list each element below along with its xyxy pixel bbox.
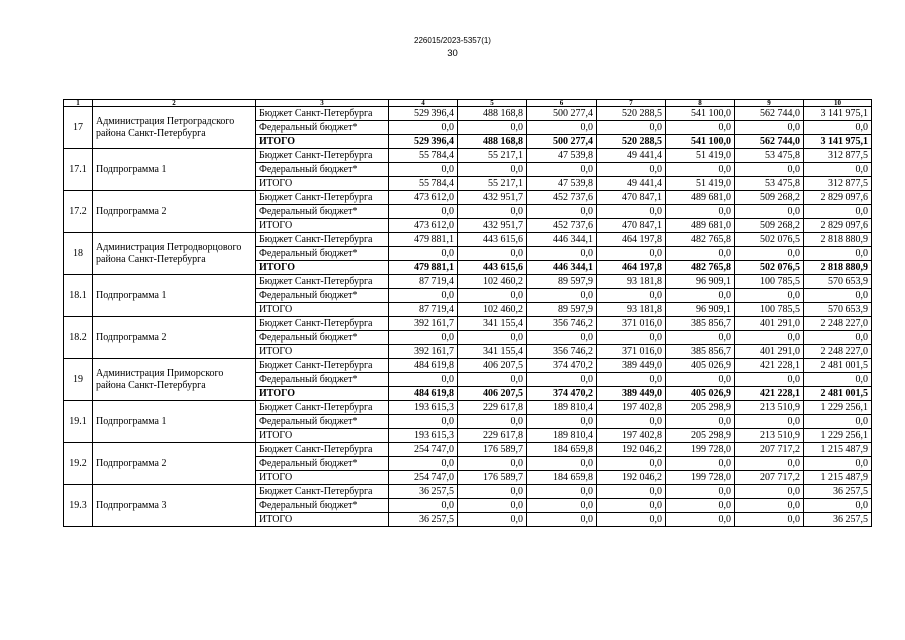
value-cell: 570 653,9 xyxy=(804,275,872,289)
value-cell: 93 181,8 xyxy=(597,303,666,317)
value-cell: 184 659,8 xyxy=(527,443,597,457)
value-cell: 0,0 xyxy=(597,121,666,135)
value-cell: 254 747,0 xyxy=(389,443,458,457)
value-cell: 0,0 xyxy=(666,415,735,429)
row-index: 18.1 xyxy=(64,275,93,317)
column-number: 3 xyxy=(256,100,389,107)
value-cell: 432 951,7 xyxy=(458,191,527,205)
value-cell: 51 419,0 xyxy=(666,149,735,163)
value-cell: 197 402,8 xyxy=(597,429,666,443)
page-number: 30 xyxy=(447,48,458,59)
funding-source: Бюджет Санкт-Петербурга xyxy=(256,485,389,499)
value-cell: 2 248 227,0 xyxy=(804,345,872,359)
value-cell: 0,0 xyxy=(804,205,872,219)
value-cell: 541 100,0 xyxy=(666,135,735,149)
value-cell: 96 909,1 xyxy=(666,275,735,289)
table-row xyxy=(64,401,872,415)
funding-source: ИТОГО xyxy=(256,513,389,527)
row-index: 19.3 xyxy=(64,485,93,527)
value-cell: 0,0 xyxy=(597,205,666,219)
value-cell: 213 510,9 xyxy=(735,429,804,443)
row-index: 19 xyxy=(64,359,93,401)
value-cell: 36 257,5 xyxy=(804,513,872,527)
funding-source: Федеральный бюджет* xyxy=(256,205,389,219)
value-cell: 406 207,5 xyxy=(458,359,527,373)
value-cell: 405 026,9 xyxy=(666,359,735,373)
table-row xyxy=(64,359,872,373)
funding-source: Федеральный бюджет* xyxy=(256,415,389,429)
value-cell: 0,0 xyxy=(458,247,527,261)
value-cell: 0,0 xyxy=(527,163,597,177)
value-cell: 49 441,4 xyxy=(597,149,666,163)
value-cell: 207 717,2 xyxy=(735,443,804,457)
value-cell: 0,0 xyxy=(735,289,804,303)
value-cell: 0,0 xyxy=(527,247,597,261)
funding-source: Федеральный бюджет* xyxy=(256,163,389,177)
value-cell: 479 881,1 xyxy=(389,261,458,275)
row-index: 17.2 xyxy=(64,191,93,233)
value-cell: 0,0 xyxy=(666,247,735,261)
value-cell: 0,0 xyxy=(458,513,527,527)
value-cell: 0,0 xyxy=(527,499,597,513)
funding-source: Федеральный бюджет* xyxy=(256,247,389,261)
column-number: 1 xyxy=(64,100,93,107)
value-cell: 0,0 xyxy=(458,415,527,429)
value-cell: 541 100,0 xyxy=(666,107,735,121)
value-cell: 489 681,0 xyxy=(666,191,735,205)
value-cell: 36 257,5 xyxy=(804,485,872,499)
row-index: 19.2 xyxy=(64,443,93,485)
value-cell: 0,0 xyxy=(735,415,804,429)
value-cell: 89 597,9 xyxy=(527,275,597,289)
table-row xyxy=(64,275,872,289)
value-cell: 0,0 xyxy=(527,415,597,429)
value-cell: 0,0 xyxy=(735,121,804,135)
funding-source: Бюджет Санкт-Петербурга xyxy=(256,191,389,205)
value-cell: 55 217,1 xyxy=(458,149,527,163)
value-cell: 502 076,5 xyxy=(735,233,804,247)
value-cell: 0,0 xyxy=(666,163,735,177)
funding-source: ИТОГО xyxy=(256,219,389,233)
funding-source: ИТОГО xyxy=(256,177,389,191)
value-cell: 0,0 xyxy=(666,457,735,471)
value-cell: 0,0 xyxy=(389,499,458,513)
value-cell: 473 612,0 xyxy=(389,191,458,205)
value-cell: 401 291,0 xyxy=(735,317,804,331)
entity-name: Подпрограмма 1 xyxy=(93,401,256,443)
value-cell: 341 155,4 xyxy=(458,345,527,359)
value-cell: 0,0 xyxy=(458,499,527,513)
value-cell: 479 881,1 xyxy=(389,233,458,247)
value-cell: 0,0 xyxy=(735,485,804,499)
value-cell: 562 744,0 xyxy=(735,107,804,121)
value-cell: 254 747,0 xyxy=(389,471,458,485)
value-cell: 421 228,1 xyxy=(735,387,804,401)
document-id: 226015/2023-5357(1) xyxy=(414,36,491,45)
entity-name: Подпрограмма 2 xyxy=(93,317,256,359)
value-cell: 0,0 xyxy=(735,373,804,387)
column-number-row xyxy=(64,100,872,107)
value-cell: 93 181,8 xyxy=(597,275,666,289)
value-cell: 0,0 xyxy=(804,163,872,177)
row-index: 17 xyxy=(64,107,93,149)
value-cell: 205 298,9 xyxy=(666,429,735,443)
value-cell: 482 765,8 xyxy=(666,233,735,247)
value-cell: 509 268,2 xyxy=(735,191,804,205)
value-cell: 87 719,4 xyxy=(389,303,458,317)
value-cell: 446 344,1 xyxy=(527,261,597,275)
value-cell: 489 681,0 xyxy=(666,219,735,233)
value-cell: 192 046,2 xyxy=(597,443,666,457)
funding-source: ИТОГО xyxy=(256,345,389,359)
value-cell: 36 257,5 xyxy=(389,485,458,499)
value-cell: 385 856,7 xyxy=(666,345,735,359)
value-cell: 205 298,9 xyxy=(666,401,735,415)
funding-source: Бюджет Санкт-Петербурга xyxy=(256,149,389,163)
value-cell: 0,0 xyxy=(804,121,872,135)
entity-name: Подпрограмма 3 xyxy=(93,485,256,527)
value-cell: 529 396,4 xyxy=(389,107,458,121)
value-cell: 0,0 xyxy=(527,205,597,219)
value-cell: 0,0 xyxy=(458,289,527,303)
value-cell: 0,0 xyxy=(389,205,458,219)
value-cell: 197 402,8 xyxy=(597,401,666,415)
value-cell: 3 141 975,1 xyxy=(804,107,872,121)
entity-name: Администрация Петроградского района Санкт-Петербурга xyxy=(93,107,256,149)
value-cell: 374 470,2 xyxy=(527,359,597,373)
value-cell: 0,0 xyxy=(458,205,527,219)
value-cell: 371 016,0 xyxy=(597,345,666,359)
value-cell: 0,0 xyxy=(597,247,666,261)
value-cell: 0,0 xyxy=(666,205,735,219)
value-cell: 2 818 880,9 xyxy=(804,261,872,275)
value-cell: 96 909,1 xyxy=(666,303,735,317)
funding-source: Бюджет Санкт-Петербурга xyxy=(256,443,389,457)
funding-source: Федеральный бюджет* xyxy=(256,373,389,387)
value-cell: 207 717,2 xyxy=(735,471,804,485)
value-cell: 0,0 xyxy=(527,457,597,471)
value-cell: 406 207,5 xyxy=(458,387,527,401)
funding-source: ИТОГО xyxy=(256,261,389,275)
value-cell: 520 288,5 xyxy=(597,107,666,121)
table-row xyxy=(64,149,872,163)
value-cell: 229 617,8 xyxy=(458,429,527,443)
value-cell: 0,0 xyxy=(735,163,804,177)
funding-source: ИТОГО xyxy=(256,471,389,485)
value-cell: 0,0 xyxy=(666,513,735,527)
value-cell: 570 653,9 xyxy=(804,303,872,317)
value-cell: 405 026,9 xyxy=(666,387,735,401)
value-cell: 0,0 xyxy=(389,331,458,345)
value-cell: 0,0 xyxy=(597,513,666,527)
value-cell: 0,0 xyxy=(804,289,872,303)
column-number: 8 xyxy=(666,100,735,107)
value-cell: 1 215 487,9 xyxy=(804,443,872,457)
funding-source: ИТОГО xyxy=(256,429,389,443)
value-cell: 0,0 xyxy=(735,499,804,513)
value-cell: 51 419,0 xyxy=(666,177,735,191)
value-cell: 0,0 xyxy=(804,499,872,513)
value-cell: 356 746,2 xyxy=(527,317,597,331)
funding-source: Бюджет Санкт-Петербурга xyxy=(256,275,389,289)
table-row xyxy=(64,317,872,331)
value-cell: 0,0 xyxy=(735,247,804,261)
value-cell: 36 257,5 xyxy=(389,513,458,527)
value-cell: 0,0 xyxy=(666,121,735,135)
funding-source: Федеральный бюджет* xyxy=(256,331,389,345)
value-cell: 356 746,2 xyxy=(527,345,597,359)
value-cell: 385 856,7 xyxy=(666,317,735,331)
value-cell: 562 744,0 xyxy=(735,135,804,149)
value-cell: 0,0 xyxy=(527,373,597,387)
value-cell: 488 168,8 xyxy=(458,107,527,121)
value-cell: 2 481 001,5 xyxy=(804,387,872,401)
value-cell: 0,0 xyxy=(666,499,735,513)
funding-source: Федеральный бюджет* xyxy=(256,121,389,135)
column-number: 5 xyxy=(458,100,527,107)
value-cell: 0,0 xyxy=(735,331,804,345)
funding-source: Федеральный бюджет* xyxy=(256,499,389,513)
funding-source: Бюджет Санкт-Петербурга xyxy=(256,317,389,331)
funding-source: Федеральный бюджет* xyxy=(256,457,389,471)
value-cell: 0,0 xyxy=(735,205,804,219)
value-cell: 0,0 xyxy=(735,513,804,527)
value-cell: 0,0 xyxy=(804,247,872,261)
value-cell: 1 215 487,9 xyxy=(804,471,872,485)
value-cell: 0,0 xyxy=(527,485,597,499)
value-cell: 0,0 xyxy=(389,289,458,303)
funding-source: Бюджет Санкт-Петербурга xyxy=(256,359,389,373)
value-cell: 0,0 xyxy=(735,457,804,471)
value-cell: 484 619,8 xyxy=(389,387,458,401)
value-cell: 0,0 xyxy=(597,457,666,471)
row-index: 17.1 xyxy=(64,149,93,191)
value-cell: 0,0 xyxy=(527,289,597,303)
budget-table xyxy=(63,99,872,527)
value-cell: 484 619,8 xyxy=(389,359,458,373)
value-cell: 0,0 xyxy=(597,485,666,499)
funding-source: ИТОГО xyxy=(256,135,389,149)
value-cell: 520 288,5 xyxy=(597,135,666,149)
value-cell: 470 847,1 xyxy=(597,191,666,205)
entity-name: Подпрограмма 1 xyxy=(93,275,256,317)
funding-source: ИТОГО xyxy=(256,387,389,401)
column-number: 10 xyxy=(804,100,872,107)
value-cell: 55 217,1 xyxy=(458,177,527,191)
value-cell: 184 659,8 xyxy=(527,471,597,485)
table-row xyxy=(64,485,872,499)
value-cell: 0,0 xyxy=(666,289,735,303)
value-cell: 55 784,4 xyxy=(389,177,458,191)
value-cell: 389 449,0 xyxy=(597,387,666,401)
value-cell: 502 076,5 xyxy=(735,261,804,275)
column-number: 4 xyxy=(389,100,458,107)
value-cell: 446 344,1 xyxy=(527,233,597,247)
value-cell: 89 597,9 xyxy=(527,303,597,317)
value-cell: 0,0 xyxy=(389,373,458,387)
value-cell: 464 197,8 xyxy=(597,233,666,247)
value-cell: 2 248 227,0 xyxy=(804,317,872,331)
value-cell: 0,0 xyxy=(389,247,458,261)
funding-source: Федеральный бюджет* xyxy=(256,289,389,303)
value-cell: 0,0 xyxy=(597,499,666,513)
value-cell: 0,0 xyxy=(804,457,872,471)
value-cell: 443 615,6 xyxy=(458,233,527,247)
value-cell: 341 155,4 xyxy=(458,317,527,331)
table-row xyxy=(64,191,872,205)
value-cell: 102 460,2 xyxy=(458,275,527,289)
value-cell: 229 617,8 xyxy=(458,401,527,415)
value-cell: 401 291,0 xyxy=(735,345,804,359)
value-cell: 53 475,8 xyxy=(735,177,804,191)
value-cell: 2 829 097,6 xyxy=(804,191,872,205)
funding-source: ИТОГО xyxy=(256,303,389,317)
column-number: 6 xyxy=(527,100,597,107)
value-cell: 421 228,1 xyxy=(735,359,804,373)
value-cell: 87 719,4 xyxy=(389,275,458,289)
entity-name: Администрация Петродворцового района Санкт-Петербурга xyxy=(93,233,256,275)
value-cell: 529 396,4 xyxy=(389,135,458,149)
value-cell: 55 784,4 xyxy=(389,149,458,163)
value-cell: 500 277,4 xyxy=(527,135,597,149)
value-cell: 488 168,8 xyxy=(458,135,527,149)
value-cell: 0,0 xyxy=(389,457,458,471)
value-cell: 0,0 xyxy=(458,373,527,387)
value-cell: 0,0 xyxy=(458,121,527,135)
value-cell: 473 612,0 xyxy=(389,219,458,233)
value-cell: 102 460,2 xyxy=(458,303,527,317)
value-cell: 176 589,7 xyxy=(458,443,527,457)
value-cell: 312 877,5 xyxy=(804,177,872,191)
entity-name: Подпрограмма 2 xyxy=(93,191,256,233)
value-cell: 2 481 001,5 xyxy=(804,359,872,373)
value-cell: 0,0 xyxy=(597,289,666,303)
value-cell: 392 161,7 xyxy=(389,345,458,359)
value-cell: 0,0 xyxy=(666,331,735,345)
entity-name: Администрация Приморского района Санкт-Петербурга xyxy=(93,359,256,401)
table-row xyxy=(64,107,872,121)
value-cell: 47 539,8 xyxy=(527,177,597,191)
value-cell: 47 539,8 xyxy=(527,149,597,163)
value-cell: 0,0 xyxy=(804,415,872,429)
value-cell: 189 810,4 xyxy=(527,401,597,415)
value-cell: 100 785,5 xyxy=(735,275,804,289)
value-cell: 0,0 xyxy=(389,163,458,177)
value-cell: 189 810,4 xyxy=(527,429,597,443)
value-cell: 482 765,8 xyxy=(666,261,735,275)
value-cell: 452 737,6 xyxy=(527,191,597,205)
funding-source: Бюджет Санкт-Петербурга xyxy=(256,401,389,415)
value-cell: 0,0 xyxy=(804,373,872,387)
value-cell: 0,0 xyxy=(458,457,527,471)
value-cell: 500 277,4 xyxy=(527,107,597,121)
row-index: 18.2 xyxy=(64,317,93,359)
value-cell: 0,0 xyxy=(458,485,527,499)
value-cell: 193 615,3 xyxy=(389,401,458,415)
value-cell: 0,0 xyxy=(389,121,458,135)
row-index: 19.1 xyxy=(64,401,93,443)
value-cell: 0,0 xyxy=(597,163,666,177)
value-cell: 192 046,2 xyxy=(597,471,666,485)
value-cell: 432 951,7 xyxy=(458,219,527,233)
value-cell: 374 470,2 xyxy=(527,387,597,401)
funding-source: Бюджет Санкт-Петербурга xyxy=(256,107,389,121)
value-cell: 464 197,8 xyxy=(597,261,666,275)
value-cell: 0,0 xyxy=(804,331,872,345)
value-cell: 0,0 xyxy=(666,485,735,499)
value-cell: 2 818 880,9 xyxy=(804,233,872,247)
value-cell: 371 016,0 xyxy=(597,317,666,331)
column-number: 7 xyxy=(597,100,666,107)
value-cell: 176 589,7 xyxy=(458,471,527,485)
column-number: 9 xyxy=(735,100,804,107)
value-cell: 199 728,0 xyxy=(666,443,735,457)
value-cell: 1 229 256,1 xyxy=(804,401,872,415)
value-cell: 0,0 xyxy=(389,415,458,429)
value-cell: 213 510,9 xyxy=(735,401,804,415)
value-cell: 0,0 xyxy=(597,415,666,429)
value-cell: 199 728,0 xyxy=(666,471,735,485)
value-cell: 392 161,7 xyxy=(389,317,458,331)
entity-name: Подпрограмма 2 xyxy=(93,443,256,485)
value-cell: 389 449,0 xyxy=(597,359,666,373)
value-cell: 49 441,4 xyxy=(597,177,666,191)
value-cell: 3 141 975,1 xyxy=(804,135,872,149)
value-cell: 470 847,1 xyxy=(597,219,666,233)
value-cell: 0,0 xyxy=(527,513,597,527)
value-cell: 0,0 xyxy=(458,331,527,345)
value-cell: 2 829 097,6 xyxy=(804,219,872,233)
value-cell: 100 785,5 xyxy=(735,303,804,317)
table-row xyxy=(64,443,872,457)
entity-name: Подпрограмма 1 xyxy=(93,149,256,191)
table-row xyxy=(64,233,872,247)
value-cell: 1 229 256,1 xyxy=(804,429,872,443)
value-cell: 312 877,5 xyxy=(804,149,872,163)
funding-source: Бюджет Санкт-Петербурга xyxy=(256,233,389,247)
value-cell: 443 615,6 xyxy=(458,261,527,275)
value-cell: 193 615,3 xyxy=(389,429,458,443)
value-cell: 0,0 xyxy=(666,373,735,387)
column-number: 2 xyxy=(93,100,256,107)
value-cell: 0,0 xyxy=(527,121,597,135)
value-cell: 452 737,6 xyxy=(527,219,597,233)
value-cell: 0,0 xyxy=(527,331,597,345)
value-cell: 0,0 xyxy=(597,331,666,345)
value-cell: 509 268,2 xyxy=(735,219,804,233)
value-cell: 0,0 xyxy=(458,163,527,177)
row-index: 18 xyxy=(64,233,93,275)
value-cell: 53 475,8 xyxy=(735,149,804,163)
value-cell: 0,0 xyxy=(597,373,666,387)
